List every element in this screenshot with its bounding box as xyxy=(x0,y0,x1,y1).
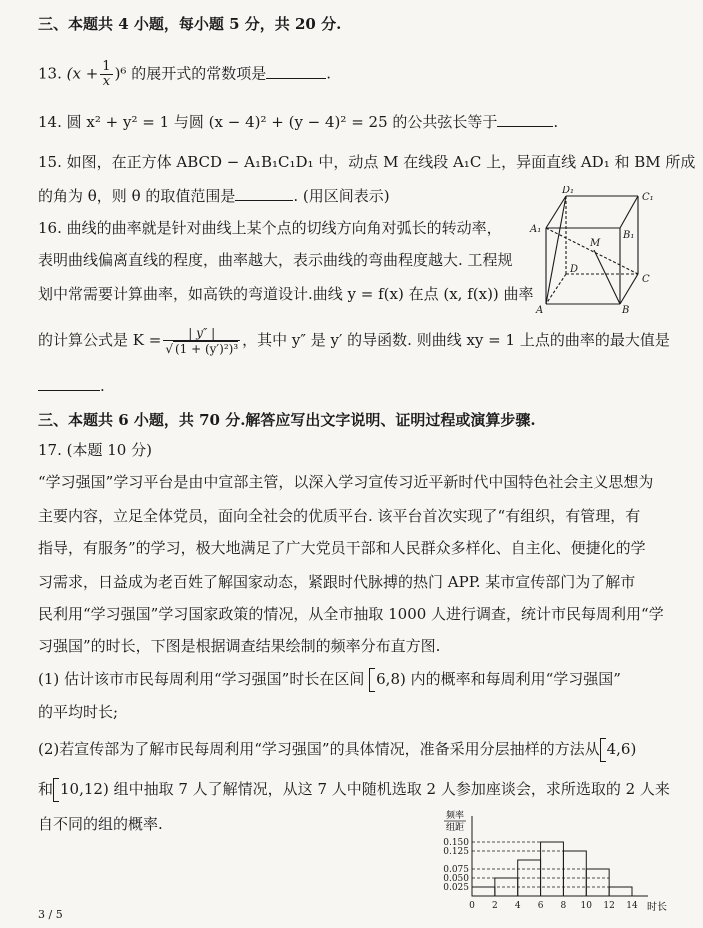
x-tick-label: 6 xyxy=(537,901,544,911)
label-b1: B₁ xyxy=(623,230,635,241)
y-tick-label: 0.075 xyxy=(443,865,469,875)
formula-denominator: (1 + (y′)²)³ xyxy=(174,342,239,356)
q17-s1-tail: 内的概率和每周利用“学习强国” xyxy=(410,670,621,688)
q14-number: 14. xyxy=(38,113,62,131)
label-c1: C₁ xyxy=(642,192,654,203)
q17-s2-line3: 自不同的组的概率. xyxy=(38,815,163,833)
label-a: A xyxy=(536,305,544,314)
x-tick-label: 0 xyxy=(469,901,475,911)
cube-figure xyxy=(528,186,668,314)
histogram-bar xyxy=(472,887,495,896)
q13-expr-pre: (x + xyxy=(66,64,99,83)
q17-s2-line2 xyxy=(38,778,670,802)
q14-text: 圆 x² + y² = 1 与圆 (x − 4)² + (y − 4)² = 25 的公共弦长等于 xyxy=(66,113,498,131)
q15-line2 xyxy=(38,186,390,206)
q13-frac-num: 1 xyxy=(102,59,111,74)
label-m: M xyxy=(590,238,601,249)
answer-blank[interactable] xyxy=(235,186,293,201)
x-axis-label: 时长 xyxy=(647,902,667,913)
histogram-bar xyxy=(609,887,632,896)
q17-s1-text: (1) 估计该市市民每周利用“学习强国”时长在区间 xyxy=(38,670,365,688)
q16-line1: 16. 曲线的曲率就是针对曲线上某个点的切线方向角对弧长的转动率， xyxy=(38,219,502,237)
q16-answer: . xyxy=(38,376,105,396)
q15-line1: 15. 如图，在正方体 ABCD − A₁B₁C₁D₁ 中，动点 M 在线段 A₁C 上，异面直线 AD₁ 和 BM 所成 xyxy=(38,153,696,171)
q13-expr-post: )⁶ xyxy=(114,64,127,83)
x-tick-label: 10 xyxy=(580,901,593,911)
q17-paragraph-line: 指导，有服务”的学习，极大地满足了广大党员干部和人民群众多样化、自主化、便捷化的学 xyxy=(38,539,646,557)
q13-fraction xyxy=(100,60,112,89)
interval-6-8: 6,8) xyxy=(376,670,406,688)
y-tick-label: 0.150 xyxy=(443,838,469,848)
q16-line2: 表明曲线偏离直线的程度，曲率越大，表示曲线的弯曲程度越大. 工程规 xyxy=(38,251,513,269)
q17-s1-line2: 的平均时长; xyxy=(38,703,119,721)
label-d: D xyxy=(570,264,579,275)
q16-formula-lead: 的计算公式是 K = xyxy=(38,331,162,349)
q17-paragraph-line: 习需求，日益成为老百姓了解国家动态，紧跟时代脉搏的热门 APP. 某市宣传部门为了解市 xyxy=(38,573,636,591)
answer-blank[interactable] xyxy=(38,376,100,391)
q15-text: 的角为 θ，则 θ 的取值范围是 xyxy=(38,187,236,205)
q13-frac-den: x xyxy=(102,74,111,89)
x-tick-label: 12 xyxy=(603,901,615,911)
q17-paragraph-line: 习强国”的时长，下图是根据调查结果绘制的频率分布直方图. xyxy=(38,637,441,655)
interval-10-12: 10,12) xyxy=(60,780,109,798)
histogram-bar xyxy=(563,851,586,896)
q17-subquestion-1 xyxy=(38,668,621,692)
q17-paragraph-line: “学习强国”学习平台是由中宣部主管，以深入学习宣传习近平新时代中国特色社会主义思想为 xyxy=(38,473,654,491)
q17-subquestion-2 xyxy=(38,738,636,762)
question-14 xyxy=(38,112,558,132)
label-b: B xyxy=(622,305,630,314)
q17-paragraph-line: 民利用“学习强国”学习国家政策的情况，从全市抽取 1000 人进行调查，统计市民每周利用“学 xyxy=(38,605,664,623)
x-tick-label: 8 xyxy=(560,901,567,911)
q17-s2-text: (2)若宣传部为了解市民每周利用“学习强国”的具体情况，准备采用分层抽样的方法从 xyxy=(38,740,600,758)
y-tick-label: 0.050 xyxy=(443,874,469,884)
y-tick-label: 0.025 xyxy=(443,883,469,893)
q16-formula-tail: ，其中 y″ 是 y′ 的导函数. 则曲线 xy = 1 上点的曲率的最大值是 xyxy=(242,331,670,349)
y-label-denominator: 组距 xyxy=(446,823,465,833)
label-c: C xyxy=(642,274,650,285)
label-d1: D₁ xyxy=(562,186,575,196)
frequency-histogram xyxy=(420,810,670,922)
interval-4-6: 4,6) xyxy=(606,740,637,758)
q17-header: 17. (本题 10 分) xyxy=(38,441,152,459)
question-13 xyxy=(38,60,331,89)
q13-end: . xyxy=(326,64,332,83)
q13-number: 13. xyxy=(38,64,62,83)
answer-blank[interactable] xyxy=(266,64,326,79)
section-heading: 三、本题共 4 小题，每小题 5 分，共 20 分. xyxy=(38,15,342,33)
q17-s2-tail: 组中抽取 7 人了解情况，从这 7 人中随机选取 2 人参加座谈会，求所选取的 2 人来 xyxy=(113,780,670,798)
y-label-numerator: 频率 xyxy=(446,811,465,821)
y-tick-label: 0.125 xyxy=(443,847,469,857)
q14-end: . xyxy=(553,113,559,131)
q16-line4 xyxy=(38,326,670,356)
x-tick-label: 2 xyxy=(491,901,498,911)
x-tick-label: 4 xyxy=(514,901,521,911)
q17-paragraph-line: 主要内容，立足全体党员，面向全社会的优质平台. 该平台首次实现了“有组织，有管理，有 xyxy=(38,507,641,525)
label-a1: A₁ xyxy=(530,224,542,235)
section-heading-2: 三、本题共 6 小题，共 70 分.解答应写出文字说明、证明过程或演算步骤. xyxy=(38,411,536,429)
q15-hint: . (用区间表示) xyxy=(293,187,390,205)
q13-text: 的展开式的常数项是 xyxy=(131,64,267,83)
q17-s2-and: 和 xyxy=(38,780,54,798)
x-tick-label: 14 xyxy=(626,901,638,911)
answer-blank[interactable] xyxy=(497,112,553,127)
histogram-bar xyxy=(586,869,609,896)
curvature-formula: $\frac{| y'' |}{\text{√ (1 + (y′)²)³}}$ xyxy=(165,326,239,356)
page-number: 3 / 5 xyxy=(38,908,63,921)
formula-numerator: | y″ | xyxy=(163,326,240,341)
q16-line3: 划中常需要计算曲率，如高铁的弯道设计.曲线 y = f(x) 在点 (x, f(x)) 曲率 xyxy=(38,285,534,303)
